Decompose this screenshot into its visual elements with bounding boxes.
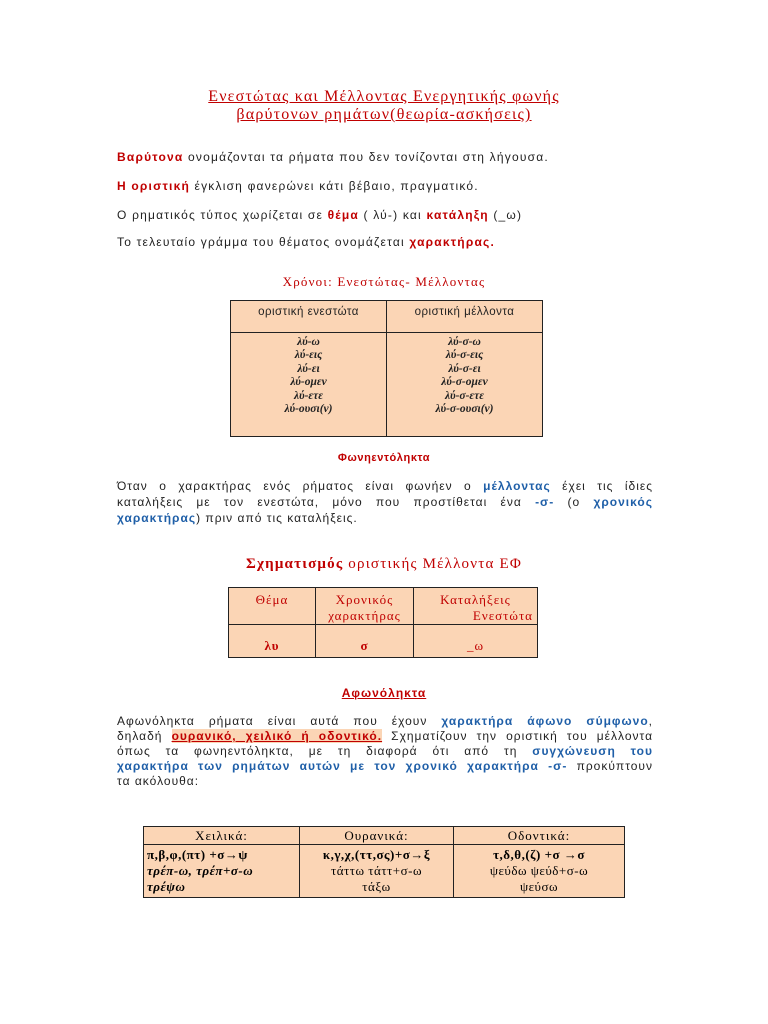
term-sigma: -σ- [535, 495, 555, 509]
ouranika-result: τάξω [362, 879, 391, 894]
header-future: οριστική μέλλοντα [387, 301, 543, 333]
term-oristiki: Η οριστική [117, 179, 191, 193]
term-barytona: Βαρύτονα [117, 150, 184, 164]
intro-text-4a: Το τελευταίο γράμμα του θέματος ονομάζεται [117, 235, 410, 249]
term-chronikos: χρονικός [593, 495, 653, 509]
ouranika-cell [300, 845, 454, 898]
intro-paragraph-1 [117, 150, 549, 164]
odontika-cell [454, 845, 625, 898]
term-mellontas: μέλλοντας [483, 479, 551, 493]
consonant-line-3 [117, 744, 653, 759]
formation-table [228, 587, 538, 658]
present-form: λύ-εις [294, 349, 323, 362]
vowel-line-2 [117, 494, 653, 510]
future-form: λύ-σ-εις [445, 349, 484, 362]
page-title-line2: βαρύτονων ρημάτων(θεωρία-ασκήσεις) [236, 106, 532, 123]
header-present: οριστική ενεστώτα [231, 301, 387, 333]
term-charaktiras: χαρακτήρας [117, 511, 197, 525]
vowel-line-1 [117, 478, 653, 494]
intro-paragraph-3 [117, 208, 522, 222]
consonant-line-5 [117, 774, 653, 789]
odontika-example: ψεύδω ψεύδ+σ-ω [489, 863, 589, 878]
cheilika-cell [144, 845, 300, 898]
present-form: λύ-ω [297, 336, 320, 348]
present-form: λύ-ετε [294, 389, 323, 402]
header-text: Ενεστώτα [472, 608, 533, 623]
intro-text-3e: (_ω) [488, 208, 523, 222]
value-omega: _ω [414, 625, 538, 658]
present-forms [231, 333, 387, 437]
term-categories: ουρανικό, χειλικό ή οδοντικό. [171, 729, 383, 743]
odontika-rule: τ,δ,θ,(ζ) +σ →σ [493, 847, 585, 862]
ouranika-example: τάττω τάττ+σ-ω [331, 863, 422, 878]
cheilika-example: τρέπ-ω, τρέπ+σ-ω [147, 863, 254, 878]
consonant-text: τα ακόλουθα: [117, 774, 200, 788]
consonant-text: Σχηματίζουν την οριστική του μέλλοντα [382, 729, 654, 743]
header-thema: Θέμα [229, 588, 316, 625]
consonant-paragraph [117, 714, 653, 789]
header-ourানika: Ουρανικά: [300, 827, 454, 845]
cheilika-result: τρέψω [147, 879, 186, 894]
header-katalixeis [414, 588, 538, 625]
vowel-text: ) πριν από τις καταλήξεις. [196, 511, 358, 525]
header-cheilika: Χειλικά: [144, 827, 300, 845]
term-afono: χαρακτήρα άφωνο σύμφωνο [441, 714, 649, 728]
intro-paragraph-4 [117, 235, 495, 249]
future-form: λύ-σ-ω [448, 336, 481, 348]
page-title-line1: Ενεστώτας και Μέλλοντας Ενεργητικής φωνής [208, 88, 560, 105]
consonant-heading: Αφωνόληκτα [341, 686, 427, 700]
future-form: λύ-σ-ει [448, 362, 481, 375]
consonant-text: , [648, 714, 653, 728]
vowel-paragraph [117, 478, 653, 526]
term-synchoneusi-cont: χαρακτήρα των ρημάτων αυτών με τον χρονικό χαρακτήρα -σ- [117, 759, 568, 773]
header-text: Χρονικός [335, 592, 394, 607]
intro-text-2: έγκλιση φανερώνει κάτι βέβαιο, πραγματικό. [190, 179, 479, 193]
present-form: λύ-ουσι(ν) [284, 403, 333, 416]
term-thema: θέμα [327, 208, 359, 222]
value-thema: λυ [229, 625, 316, 658]
vowel-text: Όταν ο χαρακτήρας ενός ρήματος είναι φωνήεν ο [117, 479, 484, 493]
odontika-result: ψεύσω [519, 879, 559, 894]
term-charaktiras: χαρακτήρας. [409, 235, 496, 249]
consonant-text: προκύπτουν [567, 759, 653, 773]
consonant-line-4 [117, 759, 653, 774]
consonant-text: δηλαδή [117, 729, 172, 743]
header-chronikos [316, 588, 414, 625]
consonant-groups-table [143, 826, 625, 898]
cheilika-rule: π,β,φ,(πτ) +σ→ψ [147, 847, 248, 862]
present-form: λύ-ομεν [290, 376, 327, 389]
vowel-line-3 [117, 510, 653, 526]
tenses-heading: Χρόνοι: Ενεστώτας- Μέλλοντας [282, 274, 486, 289]
formation-heading-rest: οριστικής Μέλλοντα ΕΦ [343, 556, 523, 572]
consonant-line-2 [117, 729, 653, 744]
consonant-line-1 [117, 714, 653, 729]
term-katalixi: κατάληξη [426, 208, 489, 222]
formation-heading [0, 556, 768, 573]
vowel-text: (ο [554, 495, 594, 509]
vowel-text: καταλήξεις με τον ενεστώτα, μόνο που προστίθεται ένα [117, 495, 536, 509]
future-forms [387, 333, 543, 437]
future-form: λύ-σ-ετε [445, 389, 484, 402]
intro-paragraph-2 [117, 179, 479, 193]
formation-heading-bold: Σχηματισμός [245, 556, 344, 572]
present-form: λύ-ει [297, 362, 320, 375]
header-text: Καταλήξεις [440, 592, 511, 607]
ouranika-rule: κ,γ,χ,(ττ,σς)+σ→ξ [322, 847, 431, 862]
vowel-text: έχει τις ίδιες [550, 479, 654, 493]
intro-text-1: ονομάζονται τα ρήματα που δεν τονίζονται στη λήγουσα. [183, 150, 549, 164]
vowel-heading: Φωνηεντόληκτα [337, 452, 431, 464]
term-synchoneusi: συγχώνευση του [532, 744, 653, 758]
consonant-text: όπως τα φωνηεντόληκτα, με τη διαφορά ότι από τη [117, 744, 533, 758]
intro-text-3c: ( λύ-) και [358, 208, 427, 222]
header-text: χαρακτήρας [328, 608, 401, 623]
tenses-table [230, 300, 543, 437]
future-form: λύ-σ-ουσι(ν) [435, 403, 494, 416]
future-form: λύ-σ-ομεν [441, 376, 488, 389]
header-odontika: Οδοντικά: [454, 827, 625, 845]
intro-text-3a: Ο ρηματικός τύπος χωρίζεται σε [117, 208, 328, 222]
value-sigma: σ [316, 625, 414, 658]
consonant-text: Αφωνόληκτα ρήματα είναι αυτά που έχουν [117, 714, 442, 728]
